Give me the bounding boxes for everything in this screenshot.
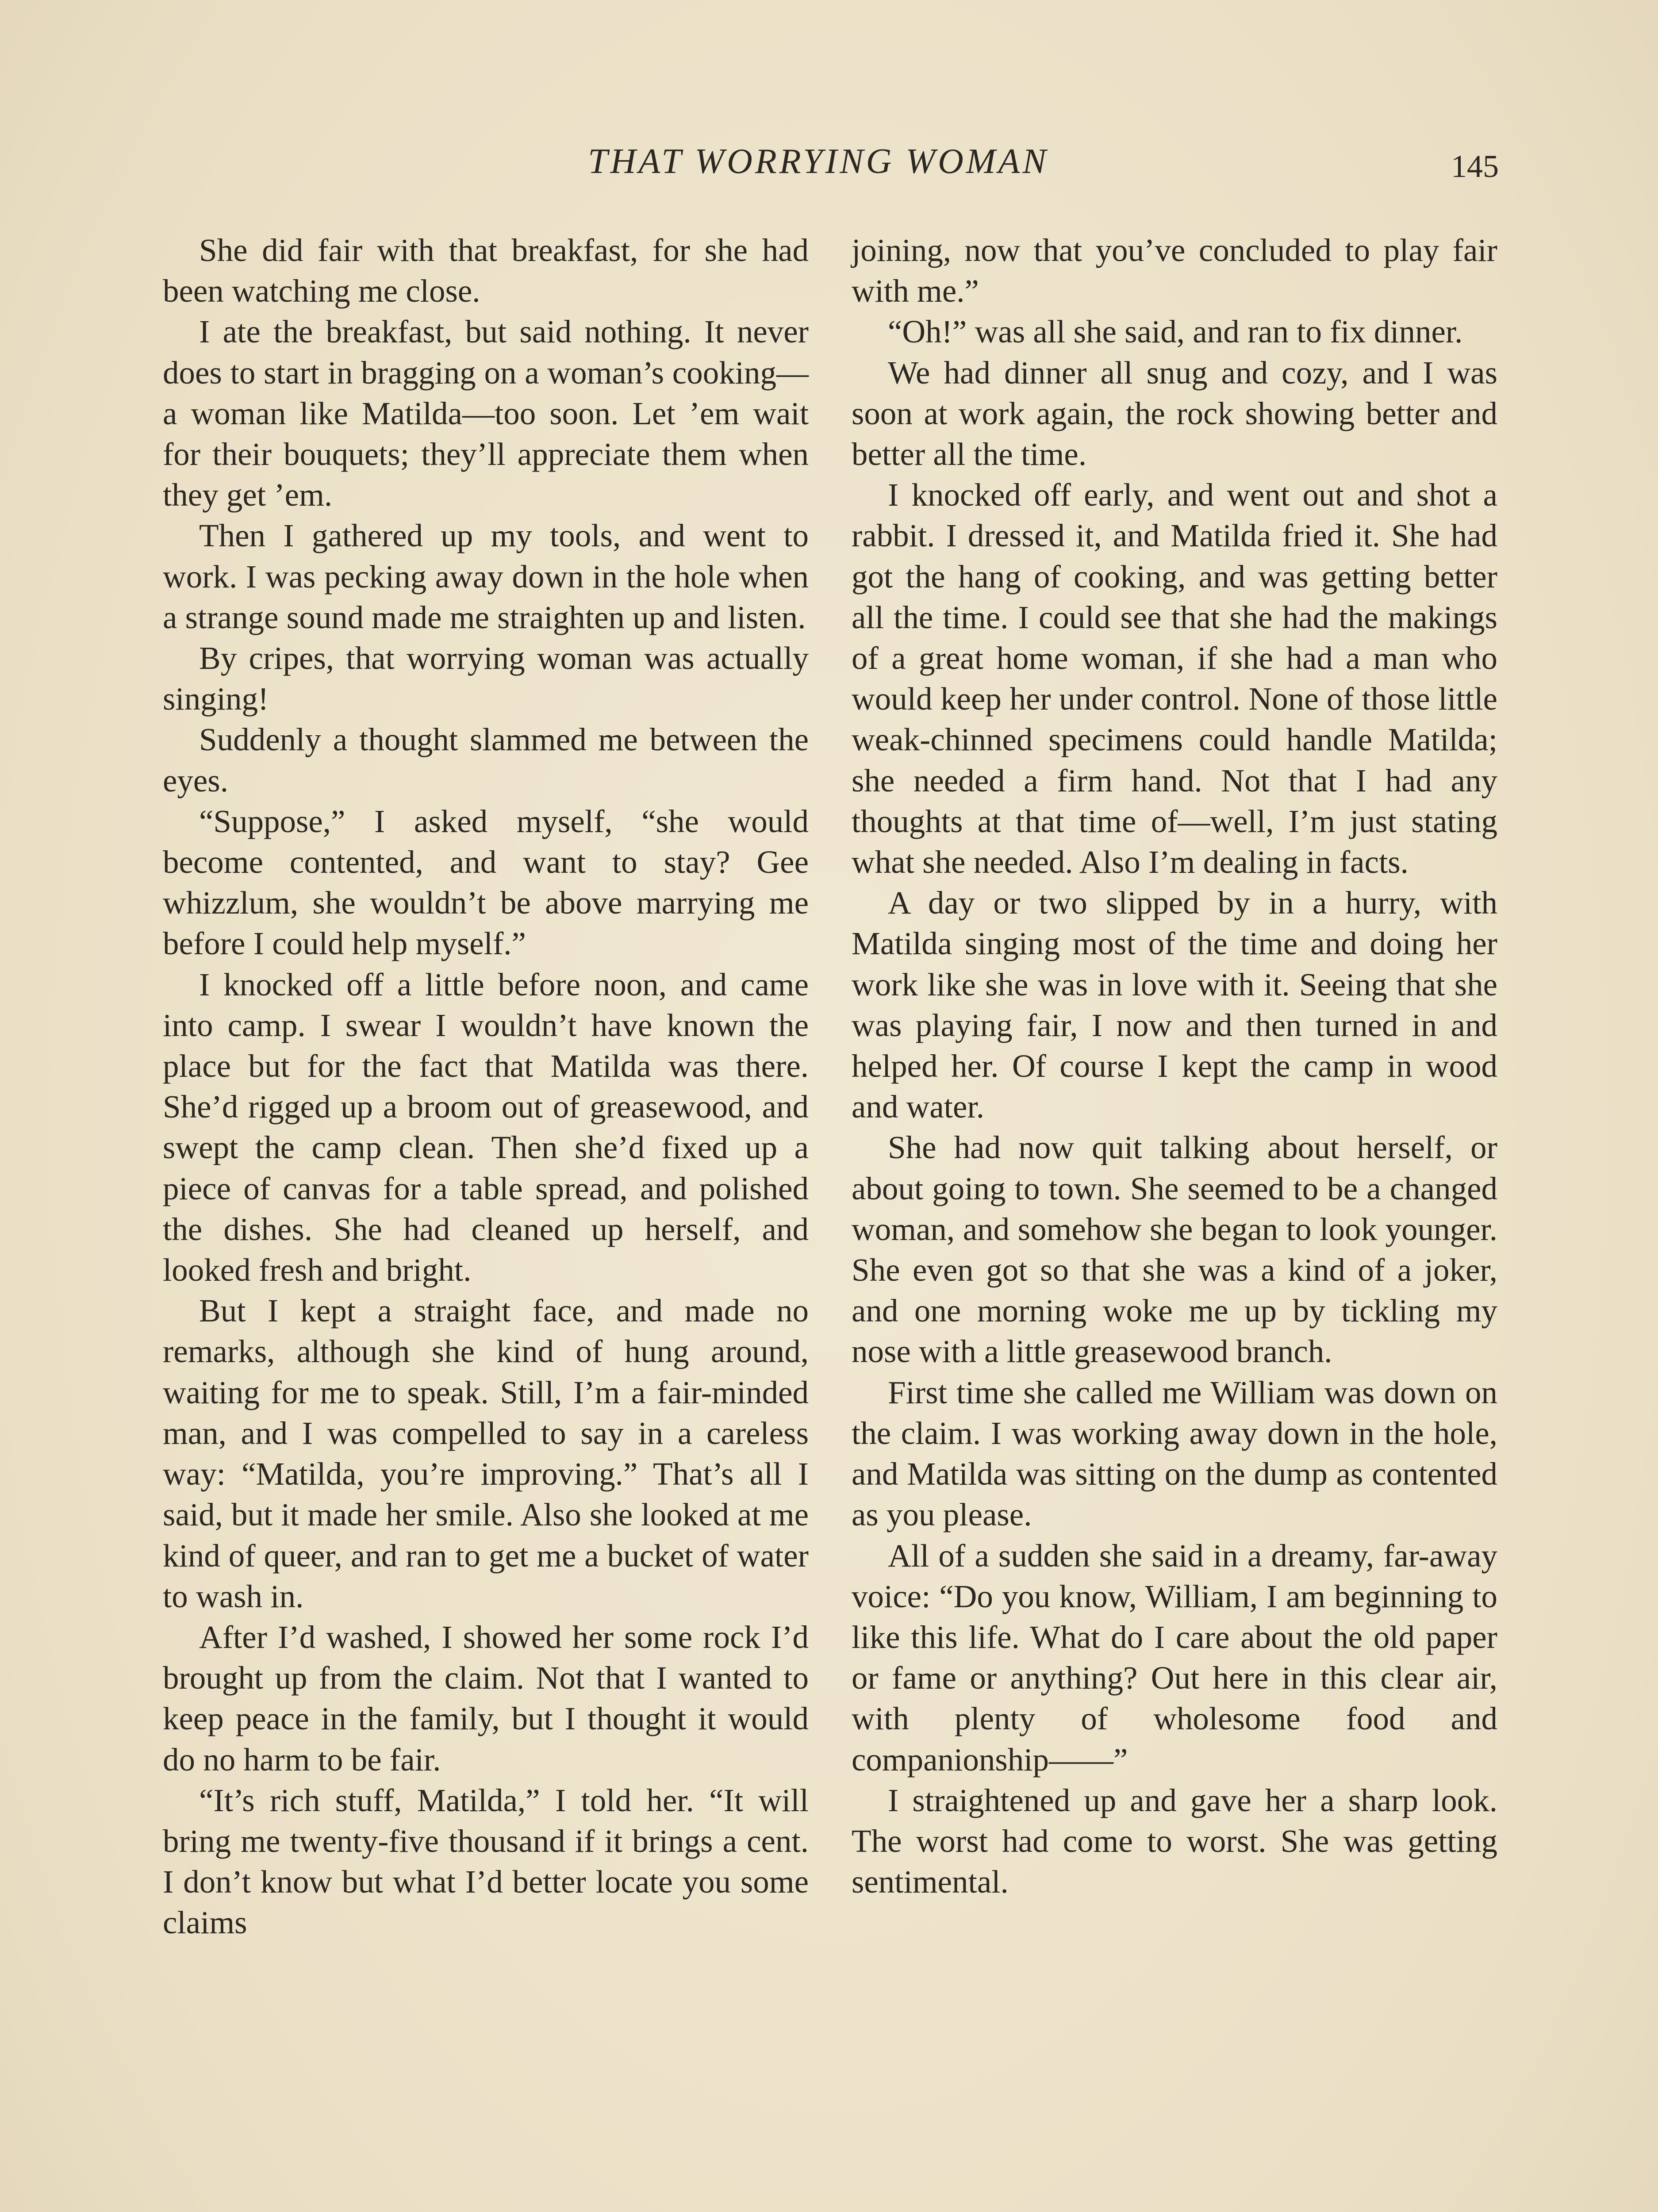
paragraph: By cripes, that worrying woman was actually singing! (163, 640, 809, 717)
paragraph: Then I gathered up my tools, and went to work. I was pecking away down in the hole when a strange sound made me straighten up and listen. (163, 518, 809, 635)
paragraph: First time she called me William was down on the claim. I was working away down in the hole, and Matilda was sitting on the dump as contented as you please. (852, 1374, 1497, 1533)
paragraph: I ate the breakfast, but said nothing. It never does to start in bragging on a woman’s cooking—a woman like Matilda—too soon. Let ’em wait for their bouquets; they’ll appreciate them when they get ’em. (163, 314, 809, 513)
paragraph: “Suppose,” I asked myself, “she would become contented, and want to stay? Gee whizzlum, she wouldn’t be above marrying me before I could help myself.” (163, 803, 809, 962)
paragraph-continued: joining, now that you’ve concluded to play fair with me.” (852, 232, 1497, 309)
right-column (852, 230, 1497, 1902)
running-title: THAT WORRYING WOMAN (588, 142, 1049, 181)
paragraph: I straightened up and gave her a sharp look. The worst had come to worst. She was getting sentimental. (852, 1782, 1497, 1900)
left-column (163, 230, 809, 1943)
paragraph: Suddenly a thought slammed me between the eyes. (163, 722, 809, 799)
paragraph: “Oh!” was all she said, and ran to fix dinner. (888, 314, 1463, 350)
paragraph: After I’d washed, I showed her some rock I’d brought up from the claim. Not that I wanted to keep peace in the family, but I thought it would do no harm to be fair. (163, 1619, 809, 1778)
paragraph: She had now quit talking about herself, or about going to town. She seemed to be a changed woman, and somehow she began to look younger. She even got so that she was a kind of a joker, and one morning woke me up by tickling my nose with a little greasewood branch. (852, 1129, 1497, 1370)
paragraph: She did fair with that breakfast, for she had been watching me close. (163, 232, 809, 309)
paragraph: I knocked off early, and went out and shot a rabbit. I dressed it, and Matilda fried it. She had got the hang of cooking, and was getting better all the time. I could see that she had the makings of a great home woman, if she had a man who would keep her under control. None of those little weak-chinned specimens could handle Matilda; she needed a firm hand. Not that I had any thoughts at that time of—well, I’m just stating what she needed. Also I’m dealing in facts. (852, 477, 1497, 880)
paragraph: I knocked off a little before noon, and came into camp. I swear I wouldn’t have known the place but for the fact that Matilda was there. She’d rigged up a broom out of greasewood, and swept the camp clean. Then she’d fixed up a piece of canvas for a table spread, and polished the dishes. She had cleaned up herself, and looked fresh and bright. (163, 966, 809, 1288)
paragraph: All of a sudden she said in a dreamy, far-away voice: “Do you know, William, I am beginning to like this life. What do I care about the old paper or fame or anything? Out here in this clear air, with plenty of wholesome food and companionship——” (852, 1537, 1497, 1778)
paragraph: A day or two slipped by in a hurry, with Matilda singing most of the time and doing her work like she was in love with it. Seeing that she was playing fair, I now and then turned in and helped her. Of course I kept the camp in wood and water. (852, 885, 1497, 1125)
paragraph: But I kept a straight face, and made no remarks, although she kind of hung around, waiting for me to speak. Still, I’m a fair-minded man, and I was compelled to say in a careless way: “Matilda, you’re improving.” That’s all I said, but it made her smile. Also she looked at me kind of queer, and ran to get me a bucket of water to wash in. (163, 1293, 809, 1614)
paragraph: We had dinner all snug and cozy, and I was soon at work again, the rock showing better and better all the time. (852, 354, 1497, 472)
page-number: 145 (1451, 149, 1499, 184)
paragraph: “It’s rich stuff, Matilda,” I told her. “It will bring me twenty-five thousand if it brings a cent. I don’t know but what I’d better locate you some claims (163, 1782, 809, 1941)
